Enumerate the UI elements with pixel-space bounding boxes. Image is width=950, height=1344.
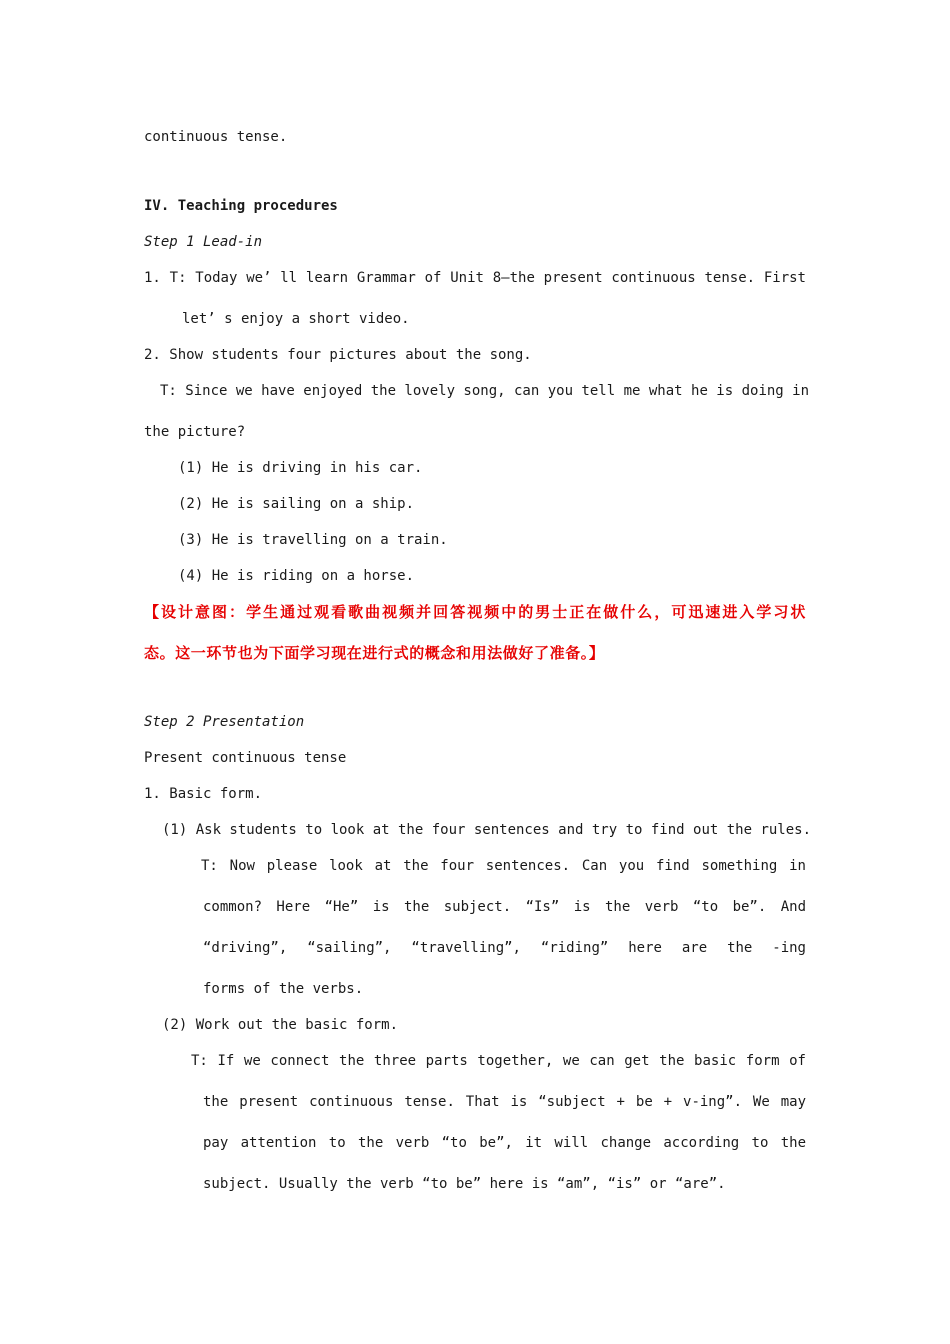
step-heading: Step 1 Lead-in <box>144 234 263 250</box>
list-item: (3) He is travelling on a train. <box>178 532 448 548</box>
paragraph-line: let’ s enjoy a short video. <box>182 311 410 327</box>
list-item: (1) Ask students to look at the four sentences and try to find out the rules. <box>162 822 812 838</box>
paragraph-line: T: Since we have enjoyed the lovely song, can you tell me what he is doing in <box>160 383 810 399</box>
list-item: (2) He is sailing on a ship. <box>178 496 415 512</box>
paragraph-line: the picture? <box>144 424 246 440</box>
paragraph-line: common? Here “He” is the subject. “Is” is the verb “to be”. And <box>203 899 806 915</box>
paragraph-line: 1. Basic form. <box>144 786 263 802</box>
list-item: (1) He is driving in his car. <box>178 460 423 476</box>
paragraph-line: 2. Show students four pictures about the song. <box>144 347 532 363</box>
paragraph-line: Present continuous tense <box>144 750 347 766</box>
paragraph-line: continuous tense. <box>144 129 288 145</box>
paragraph-line: T: Now please look at the four sentences. Can you find something in <box>201 858 806 874</box>
paragraph-line: the present continuous tense. That is “subject + be + v-ing”. We may <box>203 1094 806 1110</box>
design-intent-note: 态。这一环节也为下面学习现在进行式的概念和用法做好了准备。】 <box>144 644 605 662</box>
paragraph-line: forms of the verbs. <box>203 981 364 997</box>
list-item: (4) He is riding on a horse. <box>178 568 415 584</box>
paragraph-line: pay attention to the verb “to be”, it will change according to the <box>203 1135 806 1151</box>
paragraph-line: 1. T: Today we’ ll learn Grammar of Unit 8—the present continuous tense. First <box>144 270 806 286</box>
paragraph-line: “driving”, “sailing”, “travelling”, “riding” here are the -ing <box>203 940 806 956</box>
list-item: (2) Work out the basic form. <box>162 1017 399 1033</box>
paragraph-line: subject. Usually the verb “to be” here is “am”, “is” or “are”. <box>203 1176 726 1192</box>
section-heading: IV. Teaching procedures <box>144 198 338 214</box>
design-intent-note: 【设计意图：学生通过观看歌曲视频并回答视频中的男士正在做什么，可迅速进入学习状 <box>144 603 806 621</box>
step-heading: Step 2 Presentation <box>144 714 305 730</box>
paragraph-line: T: If we connect the three parts together, we can get the basic form of <box>191 1053 806 1069</box>
